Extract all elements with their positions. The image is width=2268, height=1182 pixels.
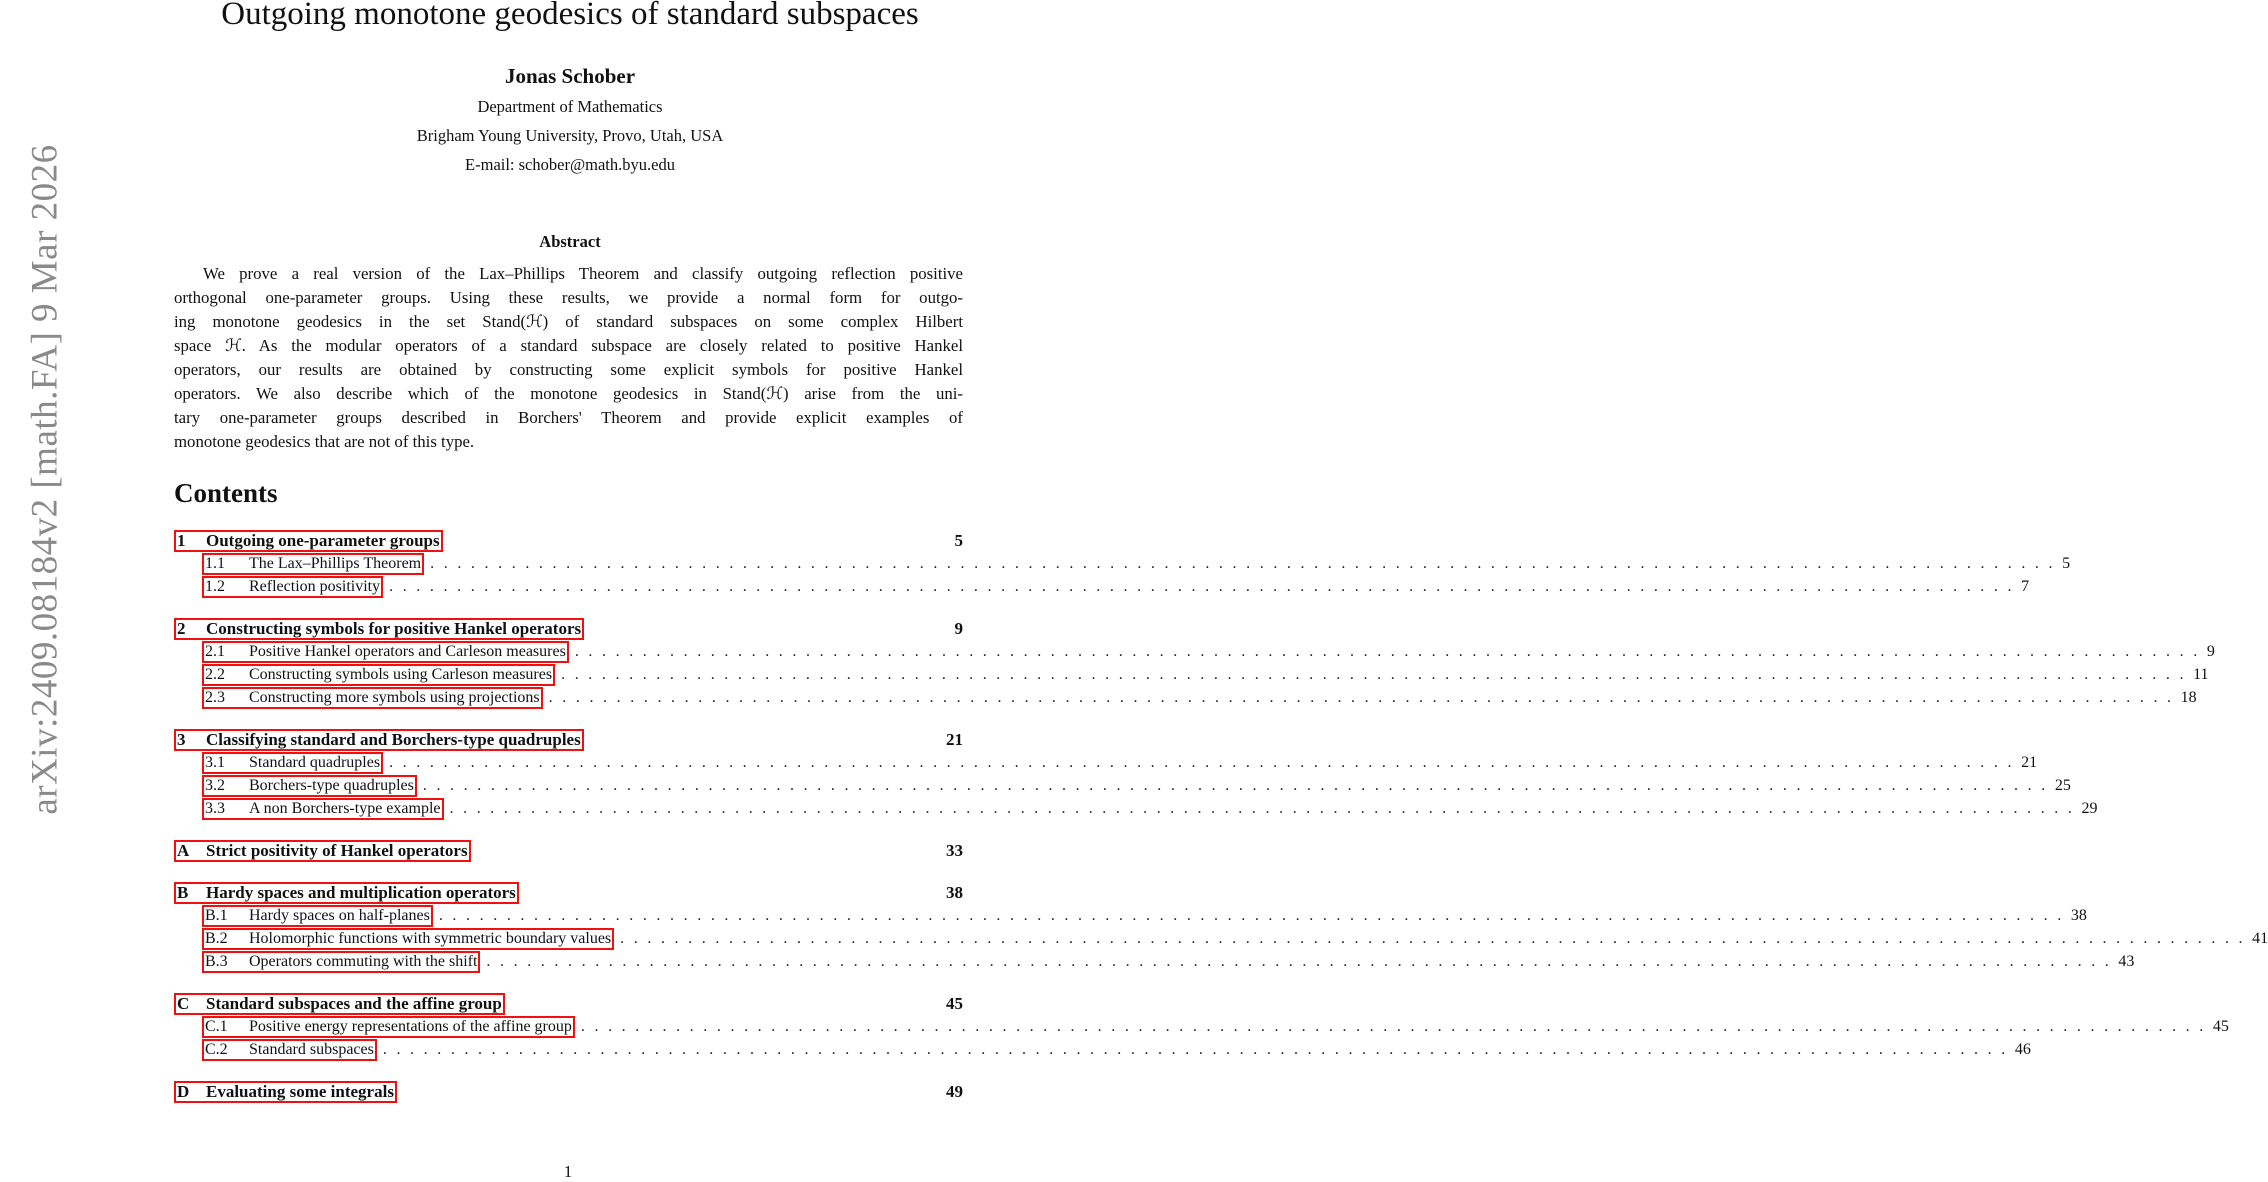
entry-page[interactable]: 43 — [2118, 952, 2135, 970]
entry-number: 2.3 — [205, 688, 225, 706]
entry-number: A — [177, 841, 190, 860]
entry-page[interactable]: 21 — [946, 730, 963, 749]
author-name: Jonas Schober — [504, 64, 636, 88]
entry-number: 2.2 — [205, 665, 225, 683]
entry-title: Outgoing one-parameter groups — [206, 531, 440, 550]
abstract-line: tary one-parameter groups described in Borchers' Theorem and provide explicit examples of — [174, 408, 963, 427]
entry-page[interactable]: 9 — [954, 619, 963, 638]
entry-number: B — [177, 883, 189, 902]
entry-page[interactable]: 9 — [2206, 642, 2215, 660]
toc-section — [174, 618, 963, 640]
entry-number: 3.1 — [205, 753, 225, 771]
entry-number: C.1 — [205, 1017, 228, 1035]
entry-title: Standard quadruples — [249, 753, 381, 771]
dot-leader: ........................................................................................................................ — [574, 642, 2207, 660]
entry-page[interactable]: 11 — [2193, 665, 2209, 683]
abstract-line: space ℋ. As the modular operators of a standard subspace are closely related to positive Hankel — [174, 336, 963, 355]
dot-leader: ........................................................................................................................ — [430, 554, 2063, 572]
entry-title: A non Borchers-type example — [249, 799, 441, 817]
abstract-line: monotone geodesics that are not of this type. — [174, 432, 475, 451]
toc-section — [174, 882, 963, 904]
entry-page[interactable]: 18 — [2180, 688, 2197, 706]
toc-subsection — [174, 686, 2197, 709]
toc-subsection — [174, 927, 2268, 950]
entry-page[interactable]: 25 — [2054, 776, 2071, 794]
entry-page[interactable]: 21 — [2021, 753, 2038, 771]
table-of-contents — [174, 530, 2268, 1103]
abstract-line: operators, our results are obtained by constructing some explicit symbols for positive Hankel — [174, 360, 963, 379]
toc-subsection — [174, 640, 2215, 663]
dot-leader: ........................................................................................................................ — [620, 929, 2253, 947]
toc-section-link[interactable] — [174, 993, 505, 1015]
author-email: E-mail: schober@math.byu.edu — [465, 155, 675, 174]
entry-title: Operators commuting with the shift — [249, 952, 478, 970]
toc-subsection — [174, 950, 2135, 973]
entry-page[interactable]: 29 — [2081, 799, 2098, 817]
toc-subsection — [174, 1038, 2031, 1061]
toc-subsection — [174, 751, 2038, 774]
toc-subsection-link[interactable] — [202, 798, 444, 820]
entry-number: B.1 — [205, 906, 228, 924]
toc-subsection — [174, 552, 2071, 575]
toc-subsection — [174, 663, 2209, 686]
dot-leader: ........................................................................................................................ — [382, 1040, 2015, 1058]
toc-section — [174, 729, 963, 751]
abstract-line: ing monotone geodesics in the set Stand(ℋ) of standard subspaces on some complex Hilbert — [174, 312, 963, 331]
entry-number: 2 — [177, 619, 186, 638]
abstract-heading: Abstract — [539, 232, 601, 251]
entry-page[interactable]: 38 — [946, 883, 963, 902]
entry-number: 3 — [177, 730, 186, 749]
dot-leader: ........................................................................................................................ — [389, 753, 2022, 771]
entry-title: Hardy spaces and multiplication operators — [206, 883, 516, 902]
paper-title: Outgoing monotone geodesics of standard subspaces — [221, 0, 919, 32]
toc-section-link[interactable] — [174, 530, 443, 552]
dot-leader: ........................................................................................................................ — [389, 577, 2022, 595]
entry-number: B.2 — [205, 929, 228, 947]
toc-subsection — [174, 797, 2098, 820]
affiliation-department: Department of Mathematics — [477, 97, 663, 116]
toc-subsection-link[interactable] — [202, 641, 569, 663]
affiliation-university: Brigham Young University, Provo, Utah, USA — [416, 126, 724, 145]
entry-title: Hardy spaces on half-planes — [249, 906, 430, 924]
toc-subsection-link[interactable] — [202, 905, 433, 927]
entry-title: Holomorphic functions with symmetric boundary values — [249, 929, 612, 947]
dot-leader: ........................................................................................................................ — [580, 1017, 2213, 1035]
toc-section — [174, 993, 963, 1015]
entry-title: Positive Hankel operators and Carleson measures — [249, 642, 566, 660]
toc-section-link[interactable] — [174, 840, 471, 862]
toc-section-link[interactable] — [174, 1081, 397, 1103]
entry-page[interactable]: 45 — [2212, 1017, 2229, 1035]
toc-section-link[interactable] — [174, 882, 519, 904]
abstract-line: orthogonal one-parameter groups. Using these results, we provide a normal form for outgo- — [174, 288, 963, 307]
dot-leader: ........................................................................................................................ — [449, 799, 2082, 817]
toc-section-link[interactable] — [174, 618, 584, 640]
dot-leader: ........................................................................................................................ — [561, 665, 2194, 683]
toc-subsection-link[interactable] — [202, 752, 383, 774]
abstract-line: operators. We also describe which of the monotone geodesics in Stand(ℋ) arise from the uni- — [174, 384, 963, 403]
dot-leader: ........................................................................................................................ — [548, 688, 2181, 706]
dot-leader: ........................................................................................................................ — [438, 906, 2071, 924]
entry-number: B.3 — [205, 952, 228, 970]
page-number: 1 — [563, 1162, 573, 1181]
toc-subsection-link[interactable] — [202, 928, 614, 950]
entry-title: Standard subspaces — [249, 1040, 374, 1058]
toc-subsection-link[interactable] — [202, 1039, 377, 1061]
toc-section — [174, 530, 963, 552]
entry-number: 1.1 — [205, 554, 225, 572]
arxiv-stamp: arXiv:2409.08184v2 [math.FA] 9 Mar 2026 — [24, 144, 66, 815]
entry-title: Constructing more symbols using projections — [249, 688, 540, 706]
entry-title: Borchers-type quadruples — [249, 776, 414, 794]
entry-number: 3.2 — [205, 776, 225, 794]
toc-subsection-link[interactable] — [202, 951, 480, 973]
toc-subsection — [174, 904, 2087, 927]
entry-page[interactable]: 41 — [2252, 929, 2268, 947]
toc-subsection-link[interactable] — [202, 1016, 575, 1038]
toc-subsection — [174, 774, 2071, 797]
toc-subsection — [174, 1015, 2229, 1038]
entry-number: D — [177, 1082, 190, 1101]
toc-section — [174, 1081, 963, 1103]
toc-subsection-link[interactable] — [202, 553, 424, 575]
entry-number: C — [177, 994, 190, 1013]
entry-page[interactable]: 33 — [946, 841, 963, 860]
entry-page[interactable]: 5 — [954, 531, 963, 550]
toc-subsection-link[interactable] — [202, 775, 417, 797]
abstract-body — [174, 262, 963, 454]
entry-title: The Lax–Phillips Theorem — [249, 554, 422, 572]
toc-subsection-link[interactable] — [202, 576, 383, 598]
entry-number: 1.2 — [205, 577, 225, 595]
entry-page[interactable]: 46 — [2014, 1040, 2031, 1058]
entry-title: Standard subspaces and the affine group — [206, 994, 502, 1013]
entry-page[interactable]: 45 — [946, 994, 963, 1013]
entry-title: Constructing symbols for positive Hankel operators — [206, 619, 582, 638]
entry-number: C.2 — [205, 1040, 228, 1058]
entry-page[interactable]: 7 — [2021, 577, 2030, 595]
entry-title: Strict positivity of Hankel operators — [206, 841, 468, 860]
toc-subsection — [174, 575, 2030, 598]
entry-page[interactable]: 49 — [946, 1082, 963, 1101]
dot-leader: ........................................................................................................................ — [422, 776, 2055, 794]
dot-leader: ........................................................................................................................ — [486, 952, 2119, 970]
toc-subsection-link[interactable] — [202, 687, 543, 709]
toc-section — [174, 840, 963, 862]
entry-number: 2.1 — [205, 642, 225, 660]
toc-subsection-link[interactable] — [202, 664, 555, 686]
entry-page[interactable]: 38 — [2070, 906, 2087, 924]
entry-title: Evaluating some integrals — [206, 1082, 394, 1101]
entry-number: 3.3 — [205, 799, 225, 817]
entry-number: 1 — [177, 531, 186, 550]
abstract-line: We prove a real version of the Lax–Phillips Theorem and classify outgoing reflection positive — [203, 264, 963, 283]
entry-page[interactable]: 5 — [2062, 554, 2071, 572]
entry-title: Classifying standard and Borchers-type quadruples — [206, 730, 581, 749]
entry-title: Reflection positivity — [249, 577, 381, 595]
entry-title: Positive energy representations of the affine group — [249, 1017, 572, 1035]
entry-title: Constructing symbols using Carleson measures — [249, 665, 553, 683]
contents-heading: Contents — [174, 478, 278, 508]
toc-section-link[interactable] — [174, 729, 584, 751]
